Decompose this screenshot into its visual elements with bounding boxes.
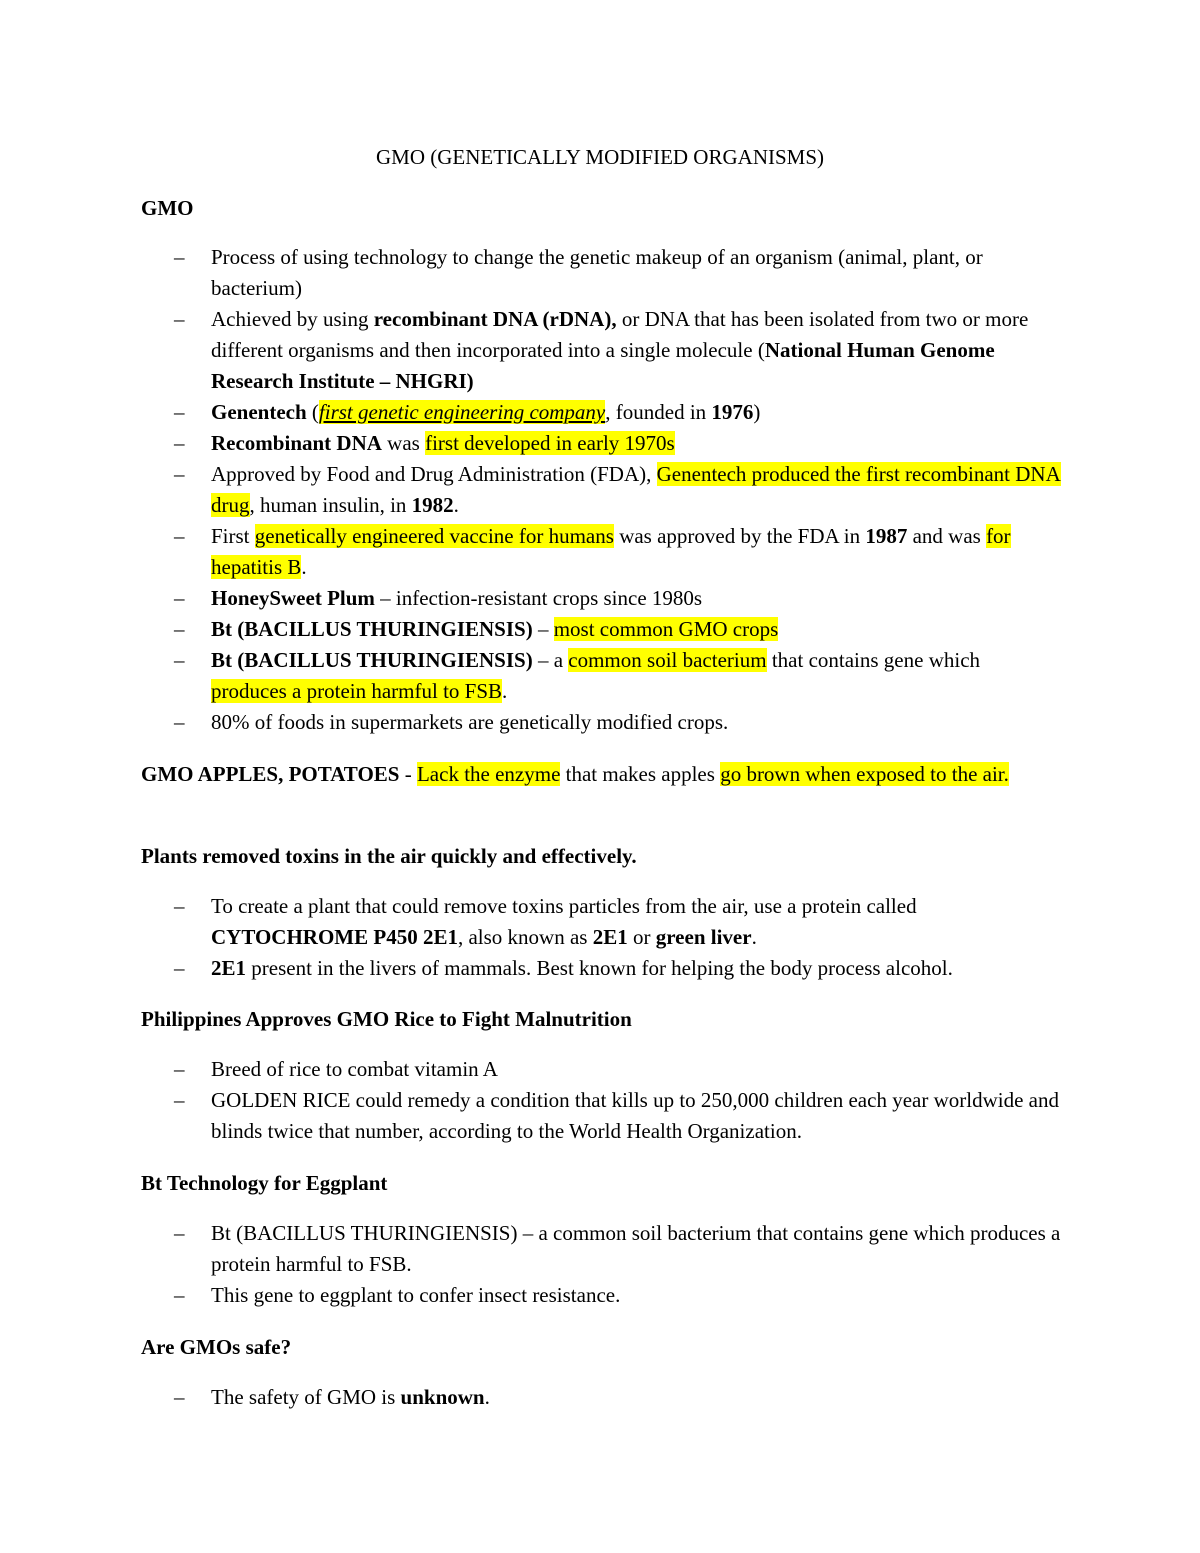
list-item: [141, 953, 1061, 984]
list-item: [141, 459, 1061, 521]
section-heading-eggplant: Bt Technology for Eggplant: [141, 1171, 388, 1195]
list-item: [141, 242, 1061, 304]
bold-term: Genentech: [211, 400, 307, 424]
bullet-text: that contains gene which: [766, 648, 981, 672]
bullet-dash: –: [174, 245, 185, 269]
bullet-text: present in the livers of mammals. Best known for helping the body process alcohol.: [246, 956, 953, 980]
bold-term: Bt (BACILLUS THURINGIENSIS): [211, 617, 533, 641]
bullet-text: Achieved by using: [211, 307, 374, 331]
bullet-text: – a: [532, 648, 569, 672]
bullet-text: , human insulin, in: [249, 493, 412, 517]
list-item: [141, 1054, 1061, 1085]
bullet-text: .: [751, 925, 757, 949]
bullet-text: .: [453, 493, 459, 517]
highlighted-text: genetically engineered vaccine for humans: [254, 524, 614, 548]
bullet-text: was: [381, 431, 426, 455]
apples-paragraph: [141, 759, 1061, 790]
bold-term: unknown: [400, 1385, 485, 1409]
bullet-text: , founded in: [605, 400, 712, 424]
bullet-text: , also known as: [457, 925, 593, 949]
list-item: [141, 707, 1061, 738]
bullet-text: The safety of GMO is: [211, 1385, 401, 1409]
document-title: GMO (GENETICALLY MODIFIED ORGANISMS): [375, 145, 824, 169]
bullet-text: .: [502, 679, 508, 703]
paragraph-text: -: [399, 762, 417, 786]
bullet-dash: –: [174, 307, 185, 331]
bold-term: 1976: [711, 400, 754, 424]
bullet-text: .: [301, 555, 307, 579]
bold-term: recombinant DNA (rDNA),: [373, 307, 617, 331]
list-item: [141, 891, 1061, 953]
paragraph-text: that makes apples: [560, 762, 721, 786]
list-item: [141, 1218, 1061, 1280]
bullet-text: – infection-resistant crops since 1980s: [374, 586, 703, 610]
bullet-text: or: [627, 925, 656, 949]
bold-term: CYTOCHROME P450 2E1: [211, 925, 458, 949]
bold-term: Bt (BACILLUS THURINGIENSIS): [211, 648, 533, 672]
bullet-dash: –: [174, 462, 185, 486]
bullet-dash: –: [174, 400, 185, 424]
eggplant-bullet-list: [141, 1218, 1061, 1311]
bold-term: National Human Genome Research Institute – NHGRI): [211, 338, 995, 393]
bullet-dash: –: [174, 586, 185, 610]
section-heading-gmo: GMO: [141, 196, 194, 220]
highlighted-text: for hepatitis B: [211, 524, 1011, 579]
list-item: [141, 614, 1061, 645]
highlighted-text: most common GMO crops: [553, 617, 779, 641]
bullet-dash: –: [174, 524, 185, 548]
bullet-text: Approved by Food and Drug Administration (FDA),: [211, 462, 657, 486]
highlighted-text: common soil bacterium: [568, 648, 767, 672]
bullet-text: –: [532, 617, 554, 641]
bullet-dash: –: [174, 431, 185, 455]
bullet-dash: –: [174, 956, 185, 980]
bold-term: GMO APPLES, POTATOES: [141, 762, 400, 786]
bullet-text: Breed of rice to combat vitamin A: [211, 1057, 498, 1081]
list-item: [141, 1085, 1061, 1147]
bullet-text: To create a plant that could remove toxins particles from the air, use a protein called: [211, 894, 917, 918]
bullet-dash: –: [174, 1221, 185, 1245]
bold-term: green liver: [655, 925, 752, 949]
bullet-dash: –: [174, 894, 185, 918]
bullet-text: 80% of foods in supermarkets are genetically modified crops.: [211, 710, 729, 734]
list-item: [141, 521, 1061, 583]
bullet-dash: –: [174, 1385, 185, 1409]
bullet-dash: –: [174, 1283, 185, 1307]
bullet-text: Process of using technology to change the genetic makeup of an organism (animal, plant, or bacterium): [211, 245, 983, 300]
bullet-dash: –: [174, 710, 185, 734]
bold-term: 2E1: [592, 925, 628, 949]
bullet-text: and was: [907, 524, 987, 548]
highlighted-text: first genetic engineering company: [318, 400, 606, 424]
gmo-bullet-list: [141, 242, 1061, 738]
section-heading-rice: Philippines Approves GMO Rice to Fight Malnutrition: [141, 1007, 632, 1031]
highlighted-text: go brown when exposed to the air.: [720, 762, 1009, 786]
list-item: [141, 1382, 1061, 1413]
bullet-text: (: [306, 400, 319, 424]
bold-term: HoneySweet Plum: [211, 586, 375, 610]
bullet-text: .: [484, 1385, 490, 1409]
list-item: [141, 428, 1061, 459]
bullet-text: Bt (BACILLUS THURINGIENSIS) – a common soil bacterium that contains gene which produces a protein harmful to FSB.: [211, 1221, 1061, 1276]
list-item: [141, 304, 1061, 397]
list-item: [141, 645, 1061, 707]
list-item: [141, 397, 1061, 428]
bullet-text: First: [211, 524, 255, 548]
bullet-dash: –: [174, 648, 185, 672]
highlighted-text: first developed in early 1970s: [425, 431, 675, 455]
list-item: [141, 1280, 1061, 1311]
section-heading-safety: Are GMOs safe?: [141, 1335, 292, 1359]
highlighted-text: Lack the enzyme: [416, 762, 561, 786]
bullet-text: was approved by the FDA in: [613, 524, 866, 548]
highlighted-text: produces a protein harmful to FSB: [211, 679, 503, 703]
bullet-text: or DNA that has been isolated from two or more different organisms and then incorporated into a single molecule (: [211, 307, 1029, 362]
bold-term: 1987: [865, 524, 908, 548]
highlighted-text: Genentech produced the first recombinant DNA drug: [211, 462, 1061, 517]
bullet-dash: –: [174, 1057, 185, 1081]
list-item: [141, 583, 1061, 614]
bullet-dash: –: [174, 617, 185, 641]
bold-term: Recombinant DNA: [211, 431, 382, 455]
plants-bullet-list: [141, 891, 1061, 984]
bullet-text: This gene to eggplant to confer insect resistance.: [211, 1283, 621, 1307]
bold-term: 1982: [411, 493, 454, 517]
section-heading-plants: Plants removed toxins in the air quickly and effectively.: [141, 844, 637, 868]
safety-bullet-list: [141, 1382, 1061, 1413]
bullet-text: ): [753, 400, 761, 424]
bullet-dash: –: [174, 1088, 185, 1112]
rice-bullet-list: [141, 1054, 1061, 1147]
bold-term: 2E1: [211, 956, 247, 980]
bullet-text: GOLDEN RICE could remedy a condition that kills up to 250,000 children each year worldwide and blinds twice that number, according to the World Health Organization.: [211, 1088, 1059, 1143]
